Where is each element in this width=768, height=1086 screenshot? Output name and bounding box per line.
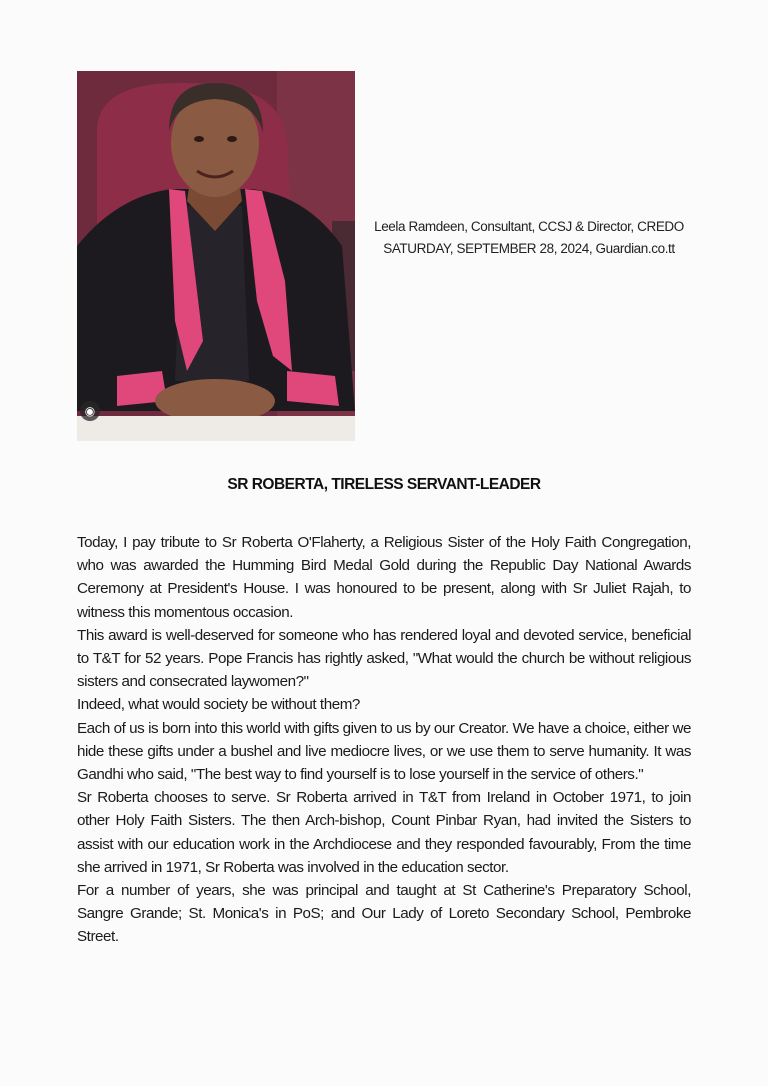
byline-date-source: SATURDAY, SEPTEMBER 28, 2024, Guardian.co.tt [383,241,675,256]
paragraph: Today, I pay tribute to Sr Roberta O'Flaherty, a Religious Sister of the Holy Faith Congregation, who was awarded the Humming Bird Medal Gold during the Republic Day National Awards Ceremony at President's House. I was honoured to be present, along with Sr Juliet Rajah, to witness this momentous occasion. [77,534,691,621]
portrait-illustration [77,71,355,441]
article-body [77,531,691,949]
paragraph: Indeed, what would society be without them? [77,696,360,714]
lens-icon[interactable]: ◉ [80,401,100,421]
paragraph: Sr Roberta chooses to serve. Sr Roberta arrived in T&T from Ireland in October 1971, to join other Holy Faith Sisters. The then Arch-bishop, Count Pinbar Ryan, had invited the Sisters to assist with our education work in the Archdiocese and they responded favourably, From the time she arrived in 1971, Sr Roberta was involved in the education sector. [77,789,691,876]
article-title: SR ROBERTA, TIRELESS SERVANT-LEADER [227,476,541,493]
byline [355,216,703,260]
portrait-photo [77,71,355,441]
byline-author: Leela Ramdeen, Consultant, CCSJ & Director, CREDO [374,219,684,234]
paragraph: For a number of years, she was principal and taught at St Catherine's Preparatory School, Sangre Grande; St. Monica's in PoS; and Our Lady of Loreto Secondary School, Pembroke Street. [77,882,691,946]
paragraph: This award is well-deserved for someone who has rendered loyal and devoted service, beneficial to T&T for 52 years. Pope Francis has rightly asked, "What would the church be without religious sisters and consecrated laywomen?" [77,626,691,691]
paragraph: Each of us is born into this world with gifts given to us by our Creator. We have a choice, either we hide these gifts under a bushel and live mediocre lives, or we use them to serve humanity. It was Gandhi who said, "The best way to find yourself is to lose yourself in the service of others." [77,719,691,784]
